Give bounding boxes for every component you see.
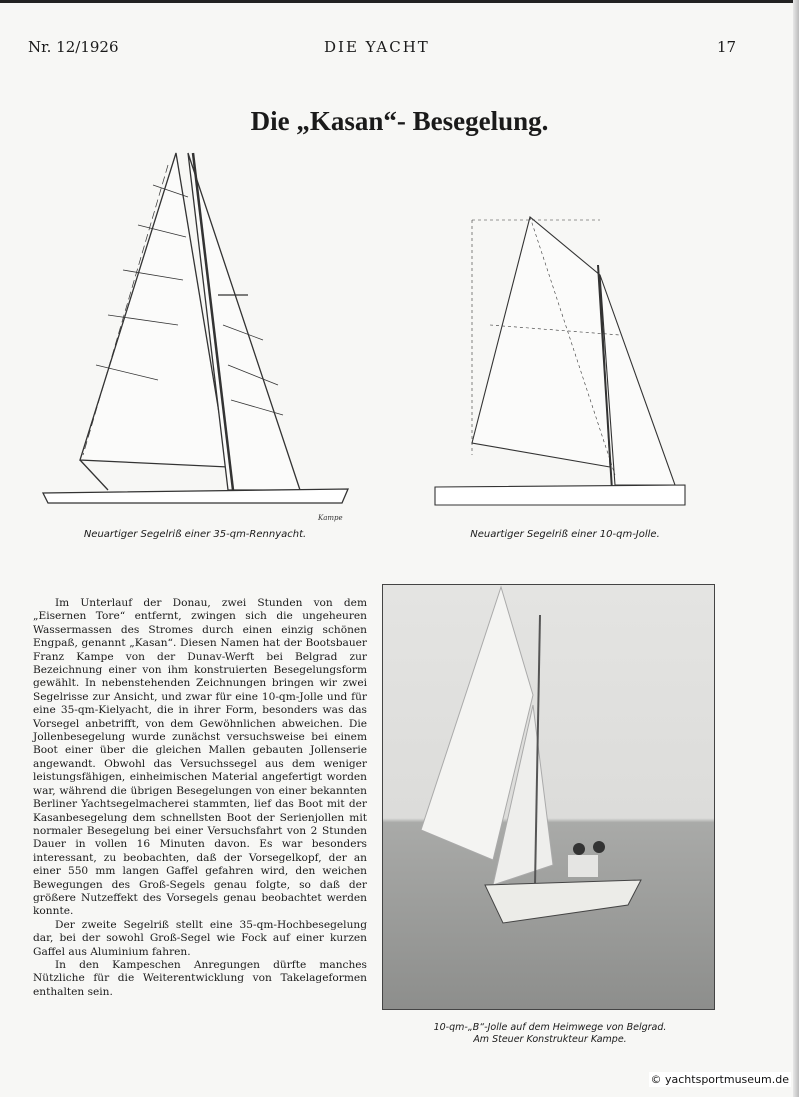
issue-number: Nr. 12/1926 xyxy=(28,38,119,56)
page-number: 17 xyxy=(717,38,737,56)
paragraph: Im Unterlauf der Donau, zwei Stunden von dem „Eisernen Tore“ entfernt, zwingen sich die ungeheuren Wassermassen des Stromes durch einen einzig schönen Engpaß, genannt „Kasan“. Diesen Namen hat der Bootsbauer Franz Kampe von der Dunav-Werft bei Belgrad zur Bezeichnung einer von ihm konstruierten Besegelungsform gewählt. In nebenstehenden Zeichnungen bringen wir zwei Segelrisse zur Ansicht, und zwar für eine 10-qm-Jolle und für eine 35-qm-Kielyacht, die in ihrer Form, besonders was das Vorsegel anbetrifft, von dem Gewöhnlichen abweichen. Die Jollenbesegelung wurde zunächst versuchsweise bei einem Boot einer über die gleichen Mallen gebauten Jollenserie angewandt. Obwohl das Versuchssegel aus dem weniger leistungsfähigen, einheimischen Material angefertigt worden war, während die übrigen Besegelungen von einer bekannten Berliner Yachtsegelmacherei stammten, lief das Boot mit der Kasanbesegelung dem schnellsten Boot der Serienjollen mit normaler Besegelung bei einer Versuchsfahrt von 2 Stunden Dauer in vollen 16 Minuten davon. Es war besonders interessant, zu beobachten, daß der Vorsegelkopf, der an einer 550 mm langen Gaffel gefahren wird, den weichen Bewegungen des Groß-Segels genau folgte, so daß der größere Nutzeffekt des Vorsegels genau beobachtet werden konnte. xyxy=(33,597,367,918)
signature: Kampe xyxy=(318,514,343,522)
scan-border xyxy=(0,0,799,3)
paragraph: Der zweite Segelriß stellt eine 35-qm-Hochbesegelung dar, bei der sowohl Groß-Segel wie Fock auf einer kurzen Gaffel aus Aluminium fahren. xyxy=(33,918,367,958)
paragraph: In den Kampeschen Anregungen dürfte manches Nützliche für die Weiterentwicklung von Takelageformen enthalten sein. xyxy=(33,958,367,998)
magazine-name: DIE YACHT xyxy=(324,38,430,56)
photo-caption-line1: 10-qm-„B“-Jolle auf dem Heimwege von Belgrad. xyxy=(433,1022,667,1033)
photo-caption-line2: Am Steuer Konstrukteur Kampe. xyxy=(473,1034,627,1045)
scan-edge xyxy=(793,0,799,1097)
sail-plan-10qm xyxy=(430,205,700,525)
sail-plan-35qm xyxy=(38,145,358,525)
right-figure-caption: Neuartiger Segelriß einer 10-qm-Jolle. xyxy=(470,529,660,540)
watermark: © yachtsportmuseum.de xyxy=(650,1073,789,1086)
article-title: Die „Kasan“- Besegelung. xyxy=(250,106,549,136)
article-body xyxy=(33,597,367,999)
boat-photo xyxy=(382,584,715,1010)
sailboat-image xyxy=(383,585,714,1009)
left-figure-caption: Neuartiger Segelriß einer 35-qm-Rennyacht. xyxy=(83,529,307,540)
